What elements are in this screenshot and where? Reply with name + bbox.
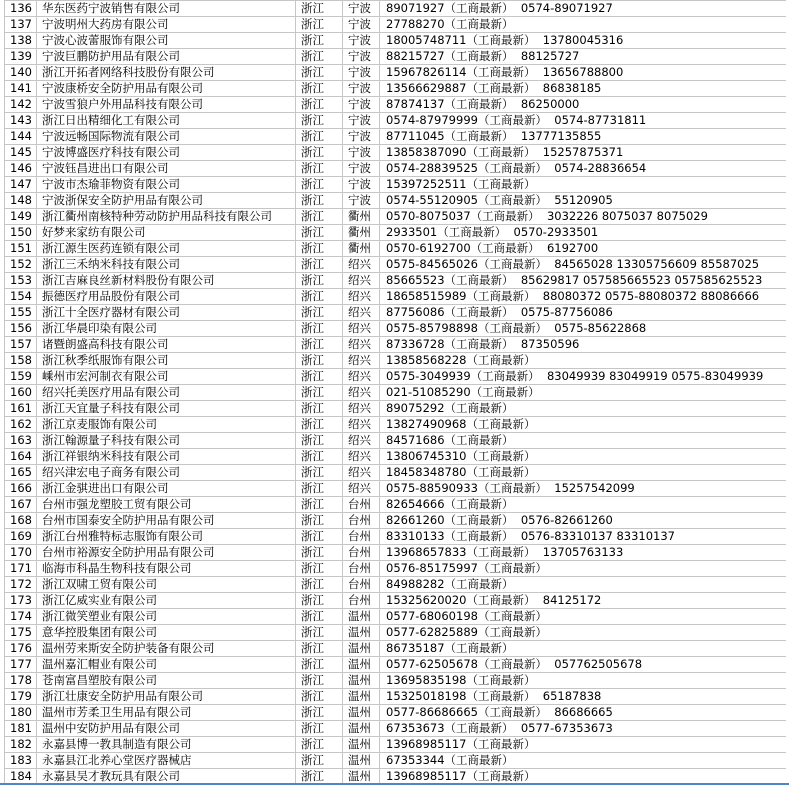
city-cell[interactable]: 绍兴 [343,465,380,480]
row-number-cell[interactable]: 170 [5,545,37,560]
province-cell[interactable]: 浙江 [296,273,343,288]
row-number-cell[interactable]: 154 [5,289,37,304]
company-name-cell[interactable]: 浙江三禾纳米科技有限公司 [37,257,296,272]
phone-cell[interactable]: 83310133（工商最新） 0576-83310137 83310137 [386,529,675,543]
table-row [5,17,786,33]
province-cell[interactable]: 浙江 [296,737,343,752]
province-cell[interactable]: 浙江 [296,385,343,400]
city-cell[interactable]: 绍兴 [343,481,380,496]
city-cell[interactable]: 台州 [343,545,380,560]
company-name-cell[interactable]: 浙江天宜量子科技有限公司 [37,401,296,416]
company-name-cell[interactable]: 诸暨朗盛高科技有限公司 [37,337,296,352]
city-cell[interactable]: 宁波 [343,113,380,128]
phone-cell[interactable]: 13968985117（工商最新） [386,769,536,783]
table-row [5,689,786,705]
table-row [5,33,786,49]
phone-cell[interactable]: 89075292（工商最新） [386,401,514,415]
province-cell[interactable]: 浙江 [296,33,343,48]
table-row [5,209,786,225]
province-cell[interactable]: 浙江 [296,593,343,608]
phone-cell[interactable]: 86735187（工商最新） [386,641,514,655]
city-cell[interactable]: 台州 [343,593,380,608]
city-cell[interactable]: 宁波 [343,65,380,80]
phone-cell[interactable]: 15325620020（工商最新） 84125172 [386,593,602,607]
company-name-cell[interactable]: 浙江亿威实业有限公司 [37,593,296,608]
row-number-cell[interactable]: 146 [5,161,37,176]
phone-cell[interactable]: 0570-8075037（工商最新） 3032226 8075037 8075029 [386,209,708,223]
table-row [5,433,786,449]
province-cell[interactable]: 浙江 [296,673,343,688]
company-name-cell[interactable]: 浙江日出精细化工有限公司 [37,113,296,128]
phone-cell[interactable]: 0575-88590933（工商最新） 15257542099 [386,481,635,495]
phone-cell[interactable]: 87336728（工商最新） 87350596 [386,337,580,351]
table-row [5,561,786,577]
table-row [5,641,786,657]
company-name-cell[interactable]: 宁波博盛医疗科技有限公司 [37,145,296,160]
city-cell[interactable]: 绍兴 [343,337,380,352]
row-number-cell[interactable]: 162 [5,417,37,432]
company-name-cell[interactable]: 浙江秋季纸服饰有限公司 [37,353,296,368]
province-cell[interactable]: 浙江 [296,609,343,624]
company-name-cell[interactable]: 苍南富昌塑胶有限公司 [37,673,296,688]
company-name-cell[interactable]: 宁波明州大药房有限公司 [37,17,296,32]
row-number-cell[interactable]: 177 [5,657,37,672]
city-cell[interactable]: 宁波 [343,145,380,160]
phone-cell[interactable]: 13968657833（工商最新） 13705763133 [386,545,624,559]
city-cell[interactable]: 绍兴 [343,289,380,304]
province-cell[interactable]: 浙江 [296,753,343,768]
company-name-cell[interactable]: 宁波远畅国际物流有限公司 [37,129,296,144]
city-cell[interactable]: 绍兴 [343,305,380,320]
company-name-cell[interactable]: 华东医药宁波销售有限公司 [37,1,296,16]
province-cell[interactable]: 浙江 [296,129,343,144]
company-name-cell[interactable]: 浙江壮康安全防护用品有限公司 [37,689,296,704]
phone-cell[interactable]: 0574-28839525（工商最新） 0574-28836654 [386,161,647,175]
province-cell[interactable]: 浙江 [296,65,343,80]
province-cell[interactable]: 浙江 [296,225,343,240]
phone-cell[interactable]: 13858387090（工商最新） 15257875371 [386,145,624,159]
city-cell[interactable]: 衢州 [343,241,380,256]
table-row [5,257,786,273]
city-cell[interactable]: 台州 [343,577,380,592]
table-row [5,353,786,369]
row-number-cell[interactable]: 174 [5,609,37,624]
row-number-cell[interactable]: 169 [5,529,37,544]
province-cell[interactable]: 浙江 [296,625,343,640]
table-row [5,369,786,385]
province-cell[interactable]: 浙江 [296,113,343,128]
company-name-cell[interactable]: 浙江开拓者网络科技股份有限公司 [37,65,296,80]
province-cell[interactable]: 浙江 [296,257,343,272]
city-cell[interactable]: 温州 [343,609,380,624]
phone-cell[interactable]: 82654666（工商最新） [386,497,514,511]
table-row [5,465,786,481]
phone-cell[interactable]: 84988282（工商最新） [386,577,514,591]
province-cell[interactable]: 浙江 [296,465,343,480]
phone-cell[interactable]: 0575-85798898（工商最新） 0575-85622868 [386,321,647,335]
province-cell[interactable]: 浙江 [296,449,343,464]
company-name-cell[interactable]: 绍兴托美医疗用品有限公司 [37,385,296,400]
company-name-cell[interactable]: 永嘉县江北养心堂医疗器械店 [37,753,296,768]
province-cell[interactable]: 浙江 [296,481,343,496]
company-name-cell[interactable]: 宁波巨鹏防护用品有限公司 [37,49,296,64]
company-name-cell[interactable]: 临海市科晶生物科技有限公司 [37,561,296,576]
company-name-cell[interactable]: 温州劳来斯安全防护装备有限公司 [37,641,296,656]
company-name-cell[interactable]: 宁波雪狼户外用品科技有限公司 [37,97,296,112]
phone-cell[interactable]: 87874137（工商最新） 86250000 [386,97,580,111]
row-number-cell[interactable]: 181 [5,721,37,736]
province-cell[interactable]: 浙江 [296,529,343,544]
row-number-cell[interactable]: 164 [5,449,37,464]
phone-cell[interactable]: 15325018198（工商最新） 65187838 [386,689,602,703]
city-cell[interactable]: 宁波 [343,193,380,208]
city-cell[interactable]: 温州 [343,721,380,736]
phone-cell[interactable]: 0574-55120905（工商最新） 55120905 [386,193,613,207]
city-cell[interactable]: 绍兴 [343,449,380,464]
province-cell[interactable]: 浙江 [296,561,343,576]
province-cell[interactable]: 浙江 [296,577,343,592]
row-number-cell[interactable]: 183 [5,753,37,768]
phone-cell[interactable]: 82661260（工商最新） 0576-82661260 [386,513,613,527]
company-name-cell[interactable]: 浙江京麦服饰有限公司 [37,417,296,432]
province-cell[interactable]: 浙江 [296,97,343,112]
row-number-cell[interactable]: 142 [5,97,37,112]
table-row [5,337,786,353]
city-cell[interactable]: 宁波 [343,33,380,48]
phone-cell[interactable]: 84571686（工商最新） [386,433,514,447]
phone-cell[interactable]: 0570-6192700（工商最新） 6192700 [386,241,599,255]
company-name-cell[interactable]: 浙江吉麻良丝新材料股份有限公司 [37,273,296,288]
table-row [5,193,786,209]
table-row [5,481,786,497]
row-number-cell[interactable]: 137 [5,17,37,32]
row-number-cell[interactable]: 157 [5,337,37,352]
table-row [5,497,786,513]
city-cell[interactable]: 绍兴 [343,353,380,368]
table-row [5,577,786,593]
phone-cell[interactable]: 0577-86686665（工商最新） 86686665 [386,705,613,719]
table-row [5,401,786,417]
table-row [5,273,786,289]
province-cell[interactable]: 浙江 [296,289,343,304]
province-cell[interactable]: 浙江 [296,193,343,208]
city-cell[interactable]: 绍兴 [343,417,380,432]
table-row [5,385,786,401]
province-cell[interactable]: 浙江 [296,417,343,432]
row-number-cell[interactable]: 179 [5,689,37,704]
row-number-cell[interactable]: 173 [5,593,37,608]
company-name-cell[interactable]: 永嘉县吴才教玩具有限公司 [37,769,296,784]
table-row [5,417,786,433]
city-cell[interactable]: 绍兴 [343,369,380,384]
company-name-cell[interactable]: 宁波心波蕾服饰有限公司 [37,33,296,48]
row-number-cell[interactable]: 184 [5,769,37,784]
province-cell[interactable]: 浙江 [296,49,343,64]
table-row [5,113,786,129]
city-cell[interactable]: 台州 [343,513,380,528]
phone-cell[interactable]: 27788270（工商最新） [386,17,514,31]
city-cell[interactable]: 绍兴 [343,273,380,288]
row-number-cell[interactable]: 168 [5,513,37,528]
phone-cell[interactable]: 0577-68060198（工商最新） [386,609,547,623]
company-name-cell[interactable]: 永嘉县博一教具制造有限公司 [37,737,296,752]
phone-cell[interactable]: 85665523（工商最新） 85629817 057585665523 057585625523 [386,273,763,287]
phone-cell[interactable]: 18458348780（工商最新） [386,465,536,479]
row-number-cell[interactable]: 150 [5,225,37,240]
table-row [5,289,786,305]
province-cell[interactable]: 浙江 [296,433,343,448]
province-cell[interactable]: 浙江 [296,17,343,32]
phone-cell[interactable]: 13968985117（工商最新） [386,737,536,751]
province-cell[interactable]: 浙江 [296,337,343,352]
phone-cell[interactable]: 67353344（工商最新） [386,753,514,767]
company-name-cell[interactable]: 浙江源生医药连锁有限公司 [37,241,296,256]
city-cell[interactable]: 绍兴 [343,433,380,448]
company-table [4,0,786,785]
city-cell[interactable]: 台州 [343,561,380,576]
city-cell[interactable]: 宁波 [343,161,380,176]
table-row [5,529,786,545]
city-cell[interactable]: 温州 [343,625,380,640]
phone-cell[interactable]: 13858568228（工商最新） [386,353,536,367]
city-cell[interactable]: 温州 [343,657,380,672]
row-number-cell[interactable]: 182 [5,737,37,752]
table-row [5,81,786,97]
row-number-cell[interactable]: 139 [5,49,37,64]
phone-cell[interactable]: 67353673（工商最新） 0577-67353673 [386,721,613,735]
phone-cell[interactable]: 87711045（工商最新） 13777135855 [386,129,602,143]
company-name-cell[interactable]: 浙江双啸工贸有限公司 [37,577,296,592]
city-cell[interactable]: 温州 [343,641,380,656]
phone-cell[interactable]: 88215727（工商最新） 88125727 [386,49,580,63]
phone-cell[interactable]: 13695835198（工商最新） [386,673,536,687]
company-name-cell[interactable]: 宁波浙保安全防护用品有限公司 [37,193,296,208]
province-cell[interactable]: 浙江 [296,497,343,512]
province-cell[interactable]: 浙江 [296,177,343,192]
table-row [5,705,786,721]
row-number-cell[interactable]: 155 [5,305,37,320]
province-cell[interactable]: 浙江 [296,305,343,320]
row-number-cell[interactable]: 156 [5,321,37,336]
row-number-cell[interactable]: 165 [5,465,37,480]
company-name-cell[interactable]: 宁波钰昌进出口有限公司 [37,161,296,176]
table-row [5,177,786,193]
phone-cell[interactable]: 021-51085290（工商最新） [386,385,540,399]
phone-cell[interactable]: 15397252511（工商最新） [386,177,536,191]
phone-cell[interactable]: 13827490968（工商最新） [386,417,536,431]
row-number-cell[interactable]: 160 [5,385,37,400]
city-cell[interactable]: 台州 [343,529,380,544]
city-cell[interactable]: 绍兴 [343,321,380,336]
company-name-cell[interactable]: 振德医疗用品股份有限公司 [37,289,296,304]
row-number-cell[interactable]: 163 [5,433,37,448]
city-cell[interactable]: 台州 [343,497,380,512]
company-name-cell[interactable]: 宁波市杰瑜菲物资有限公司 [37,177,296,192]
table-row [5,513,786,529]
row-number-cell[interactable]: 144 [5,129,37,144]
phone-cell[interactable]: 13806745310（工商最新） [386,449,536,463]
company-name-cell[interactable]: 浙江翰源量子科技有限公司 [37,433,296,448]
row-number-cell[interactable]: 178 [5,673,37,688]
row-number-cell[interactable]: 180 [5,705,37,720]
province-cell[interactable]: 浙江 [296,81,343,96]
table-row [5,49,786,65]
city-cell[interactable]: 衢州 [343,209,380,224]
row-number-cell[interactable]: 141 [5,81,37,96]
company-name-cell[interactable]: 宁波康桥安全防护用品有限公司 [37,81,296,96]
table-row [5,305,786,321]
company-name-cell[interactable]: 温州市芳柔卫生用品有限公司 [37,705,296,720]
province-cell[interactable]: 浙江 [296,545,343,560]
row-number-cell[interactable]: 175 [5,625,37,640]
company-name-cell[interactable]: 浙江衢州南核特种劳动防护用品科技有限公司 [37,209,296,224]
city-cell[interactable]: 温州 [343,769,380,784]
province-cell[interactable]: 浙江 [296,657,343,672]
company-name-cell[interactable]: 浙江祥银纳米科技有限公司 [37,449,296,464]
company-name-cell[interactable]: 意华控股集团有限公司 [37,625,296,640]
row-number-cell[interactable]: 159 [5,369,37,384]
table-row [5,545,786,561]
table-row [5,65,786,81]
city-cell[interactable]: 宁波 [343,17,380,32]
row-number-cell[interactable]: 136 [5,1,37,16]
row-number-cell[interactable]: 172 [5,577,37,592]
row-number-cell[interactable]: 176 [5,641,37,656]
city-cell[interactable]: 宁波 [343,81,380,96]
row-number-cell[interactable]: 138 [5,33,37,48]
city-cell[interactable]: 绍兴 [343,401,380,416]
row-number-cell[interactable]: 153 [5,273,37,288]
row-number-cell[interactable]: 171 [5,561,37,576]
phone-cell[interactable]: 13566629887（工商最新） 86838185 [386,81,602,95]
company-name-cell[interactable]: 台州市国泰安全防护用品有限公司 [37,513,296,528]
city-cell[interactable]: 绍兴 [343,385,380,400]
phone-cell[interactable]: 15967826114（工商最新） 13656788800 [386,65,624,79]
phone-cell[interactable]: 87756086（工商最新） 0575-87756086 [386,305,613,319]
province-cell[interactable]: 浙江 [296,369,343,384]
city-cell[interactable]: 温州 [343,737,380,752]
phone-cell[interactable]: 0577-62505678（工商最新） 057762505678 [386,657,643,671]
city-cell[interactable]: 温州 [343,673,380,688]
province-cell[interactable]: 浙江 [296,705,343,720]
row-number-cell[interactable]: 149 [5,209,37,224]
row-number-cell[interactable]: 143 [5,113,37,128]
city-cell[interactable]: 温州 [343,753,380,768]
table-row [5,673,786,689]
city-cell[interactable]: 宁波 [343,97,380,112]
province-cell[interactable]: 浙江 [296,1,343,16]
table-row [5,609,786,625]
table-row [5,1,786,17]
city-cell[interactable]: 宁波 [343,49,380,64]
company-name-cell[interactable]: 温州中安防护用品有限公司 [37,721,296,736]
company-name-cell[interactable]: 浙江华晨印染有限公司 [37,321,296,336]
row-number-cell[interactable]: 145 [5,145,37,160]
row-number-cell[interactable]: 151 [5,241,37,256]
table-row [5,145,786,161]
phone-cell[interactable]: 0575-84565026（工商最新） 84565028 13305756609 85587025 [386,257,760,271]
table-row [5,753,786,769]
city-cell[interactable]: 宁波 [343,1,380,16]
province-cell[interactable]: 浙江 [296,721,343,736]
city-cell[interactable]: 宁波 [343,129,380,144]
city-cell[interactable]: 绍兴 [343,257,380,272]
company-name-cell[interactable]: 浙江金骐进出口有限公司 [37,481,296,496]
province-cell[interactable]: 浙江 [296,641,343,656]
company-name-cell[interactable]: 台州市强龙塑胶工贸有限公司 [37,497,296,512]
table-row [5,97,786,113]
phone-cell[interactable]: 0577-62825889（工商最新） [386,625,547,639]
province-cell[interactable]: 浙江 [296,769,343,784]
phone-cell[interactable]: 0576-85175997（工商最新） [386,561,547,575]
province-cell[interactable]: 浙江 [296,513,343,528]
table-row [5,449,786,465]
province-cell[interactable]: 浙江 [296,321,343,336]
row-number-cell[interactable]: 152 [5,257,37,272]
table-row [5,625,786,641]
table-row [5,737,786,753]
province-cell[interactable]: 浙江 [296,241,343,256]
row-number-cell[interactable]: 158 [5,353,37,368]
company-name-cell[interactable]: 台州市裕源安全防护用品有限公司 [37,545,296,560]
row-number-cell[interactable]: 147 [5,177,37,192]
province-cell[interactable]: 浙江 [296,161,343,176]
city-cell[interactable]: 衢州 [343,225,380,240]
phone-cell[interactable]: 18658515989（工商最新） 88080372 0575-88080372 88086666 [386,289,760,303]
phone-cell[interactable]: 2933501（工商最新） 0570-2933501 [386,225,599,239]
company-name-cell[interactable]: 绍兴津宏电子商务有限公司 [37,465,296,480]
province-cell[interactable]: 浙江 [296,401,343,416]
table-row [5,161,786,177]
province-cell[interactable]: 浙江 [296,353,343,368]
company-name-cell[interactable]: 浙江十全医疗器材有限公司 [37,305,296,320]
province-cell[interactable]: 浙江 [296,689,343,704]
table-row [5,241,786,257]
city-cell[interactable]: 宁波 [343,177,380,192]
company-name-cell[interactable]: 温州嘉汇帽业有限公司 [37,657,296,672]
table-row [5,657,786,673]
row-number-cell[interactable]: 166 [5,481,37,496]
row-number-cell[interactable]: 167 [5,497,37,512]
table-row [5,129,786,145]
province-cell[interactable]: 浙江 [296,209,343,224]
table-row [5,225,786,241]
row-number-cell[interactable]: 148 [5,193,37,208]
company-name-cell[interactable]: 好梦来家纺有限公司 [37,225,296,240]
phone-cell[interactable]: 89071927（工商最新） 0574-89071927 [386,1,613,15]
row-number-cell[interactable]: 140 [5,65,37,80]
province-cell[interactable]: 浙江 [296,145,343,160]
company-name-cell[interactable]: 浙江台州雅特标志服饰有限公司 [37,529,296,544]
city-cell[interactable]: 温州 [343,689,380,704]
table-row [5,721,786,737]
phone-cell[interactable]: 0575-3049939（工商最新） 83049939 83049919 0575-83049939 [386,369,764,383]
company-name-cell[interactable]: 嵊州市宏河制衣有限公司 [37,369,296,384]
row-number-cell[interactable]: 161 [5,401,37,416]
phone-cell[interactable]: 18005748711（工商最新） 13780045316 [386,33,624,47]
phone-cell[interactable]: 0574-87979999（工商最新） 0574-87731811 [386,113,647,127]
company-name-cell[interactable]: 浙江微笑塑业有限公司 [37,609,296,624]
table-row [5,321,786,337]
city-cell[interactable]: 温州 [343,705,380,720]
table-row [5,593,786,609]
